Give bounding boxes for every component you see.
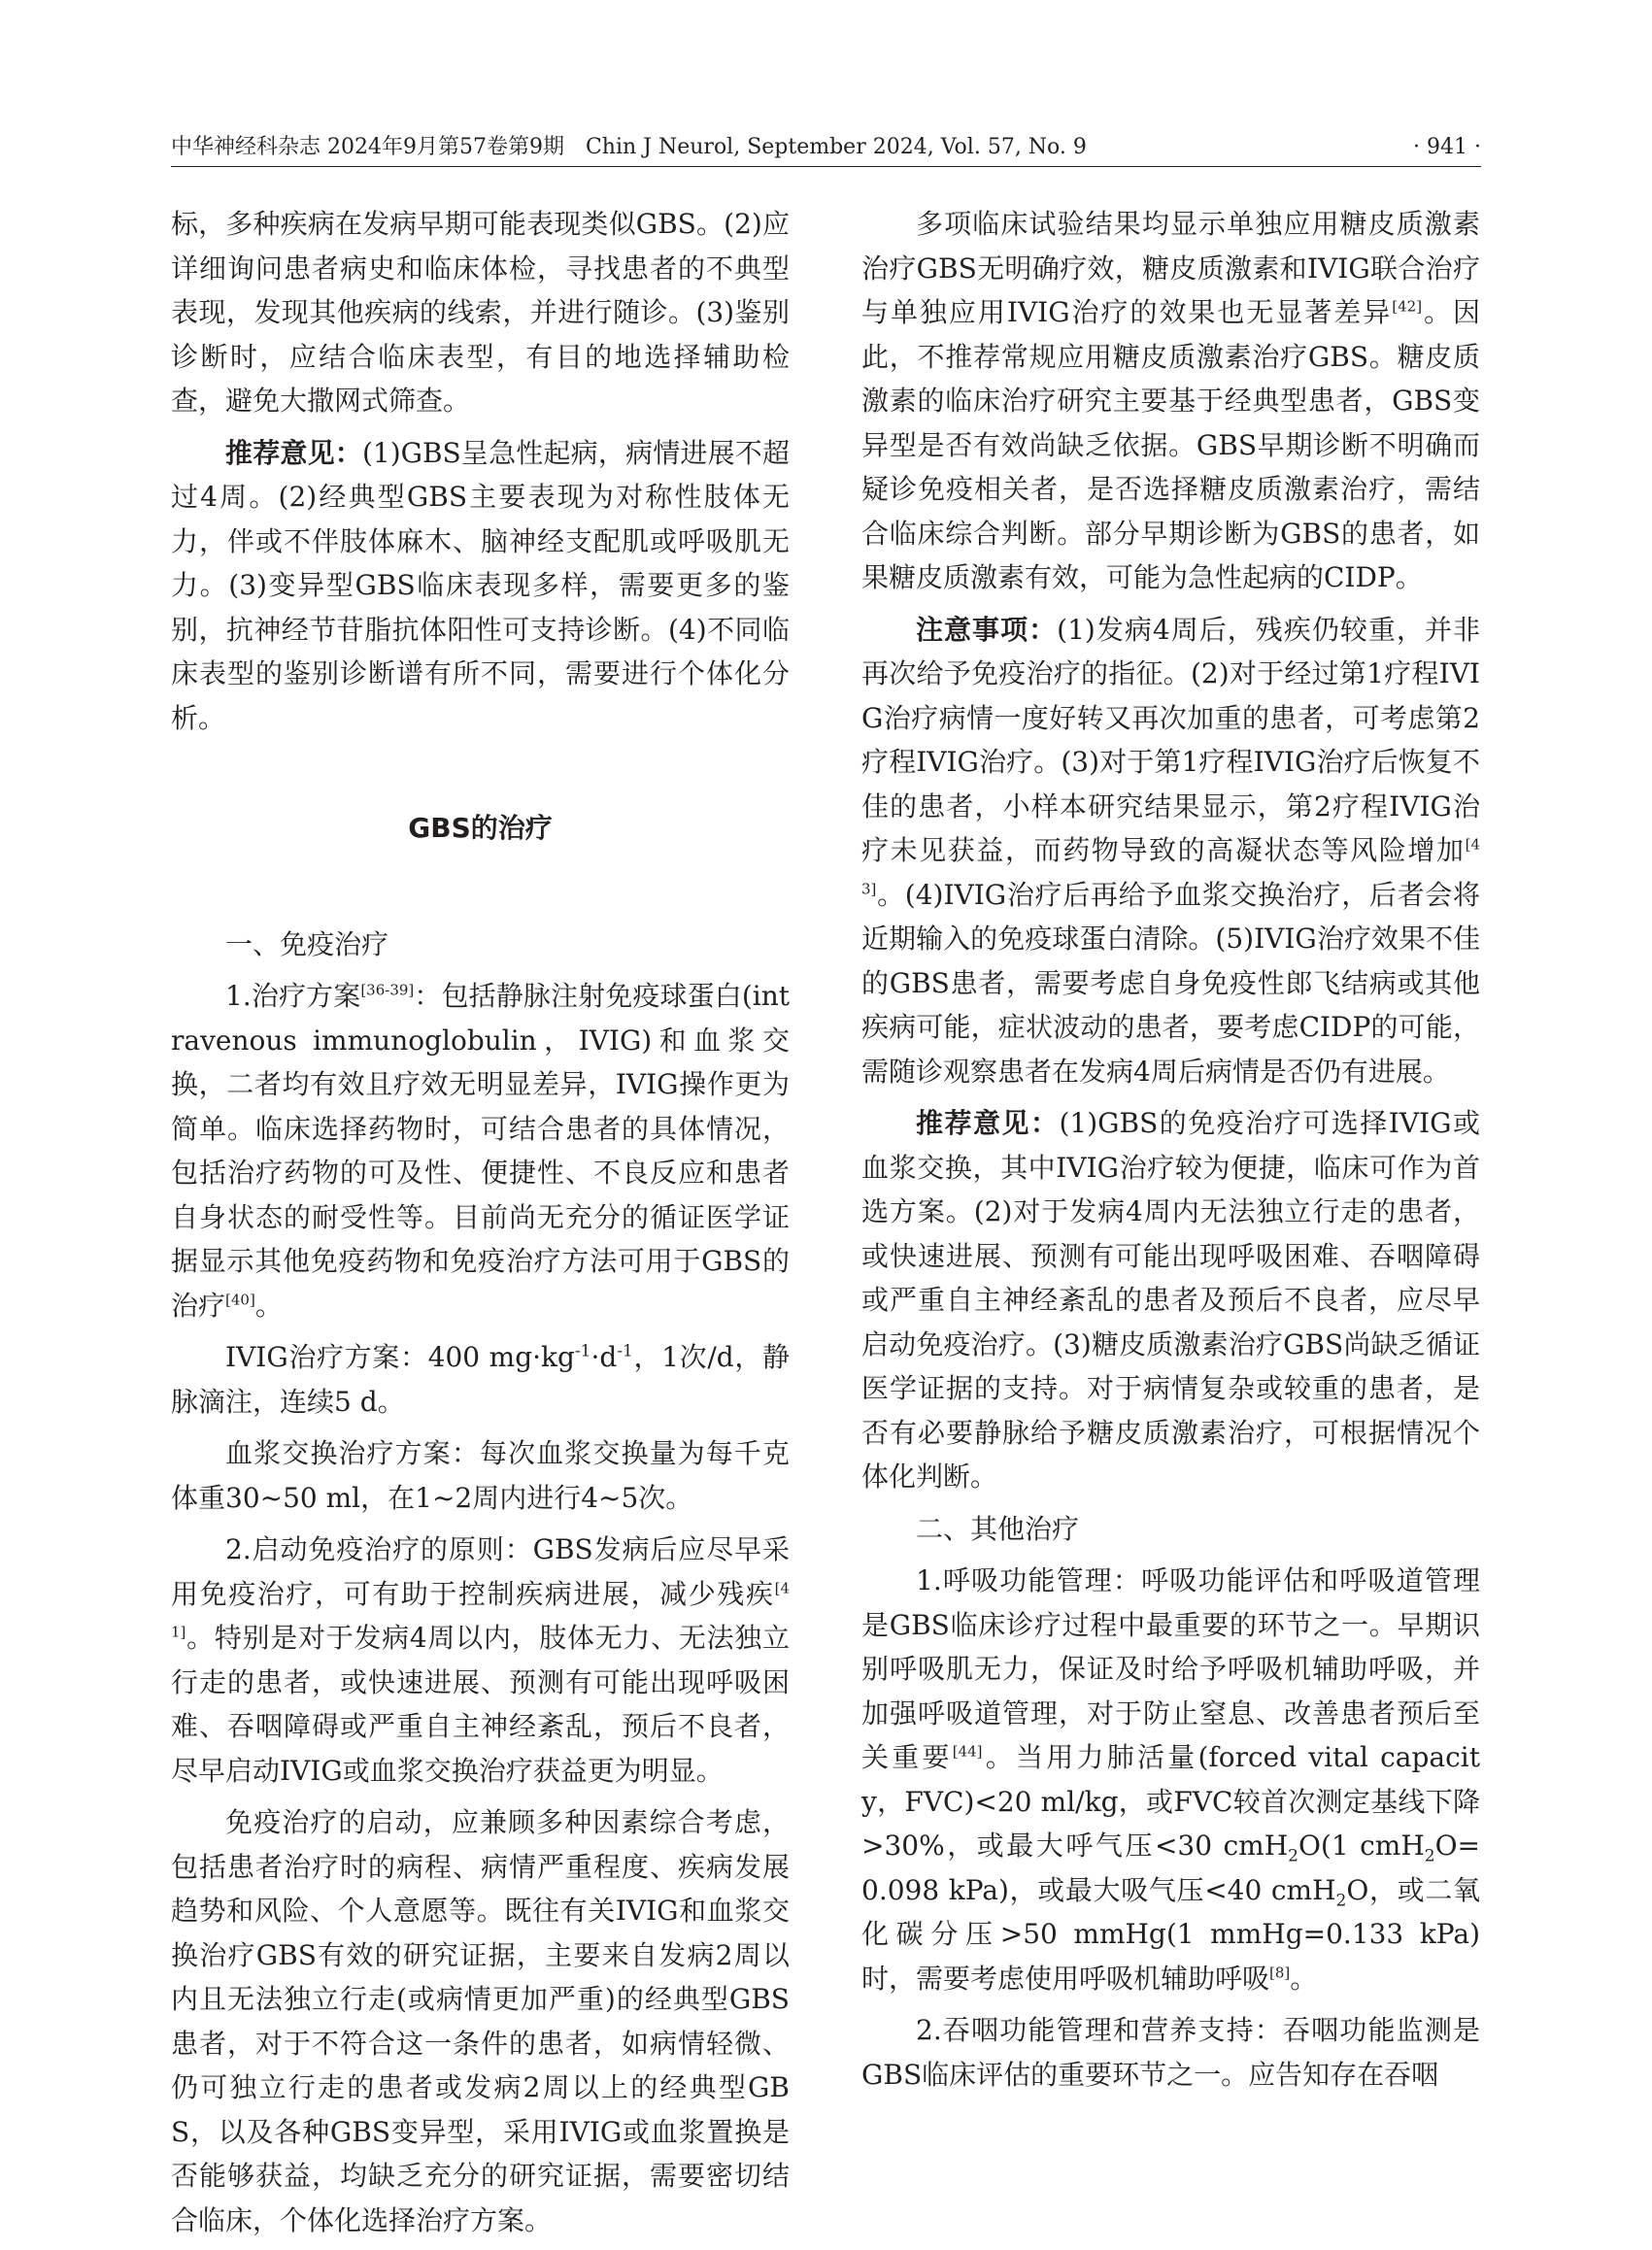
citation-ref[interactable]: [44] <box>952 1742 983 1761</box>
citation-ref[interactable]: [8] <box>1269 1964 1291 1982</box>
citation-ref[interactable]: [41] <box>171 1579 790 1641</box>
paragraph-corticosteroids: 多项临床试验结果均显示单独应用糖皮质激素治疗GBS无明确疗效，糖皮质激素和IVIG联合治疗与单独应用IVIG治疗的效果也无显著差异[42]。因此，不推荐常规应用糖皮质激素治疗GBS。糖皮质激素的临床治疗研究主要基于经典型患者，GBS变异型是否有效尚缺乏依据。GBS早期诊断不明确而疑诊免疫相关者，是否选择糖皮质激素治疗，需结合临床综合判断。部分早期诊断为GBS的患者，如果糖皮质激素有效，可能为急性起病的CIDP。 <box>861 208 1480 593</box>
left-column <box>171 202 790 2250</box>
recommendation-lead: 推荐意见： <box>916 1107 1060 1139</box>
paragraph-respiratory-management: 1.呼吸功能管理：呼吸功能评估和呼吸道管理是GBS临床诊疗过程中最重要的环节之一。早期识别呼吸肌无力，保证及时给予呼吸机辅助呼吸，并加强呼吸道管理，对于防止窒息、改善患者预后至关重要[44]。当用力肺活量(forced vital capacity，FVC)<20 ml/kg，或FVC较首次测定基线下降>30%，或最大呼气压<30 cmH$_2$O(1 cmH$_2$O=0.098 kPa)，或最大吸气压<40 cmH$_2$O，或二氧化碳分压>50 mmHg(1 mmHg=0.133 kPa)时，需要考虑使用呼吸机辅助呼吸[8]。 <box>861 1564 1480 1995</box>
citation-ref[interactable]: [42] <box>1392 297 1423 316</box>
section-heading-treatment: GBS的治疗 <box>408 812 553 844</box>
precautions-lead: 注意事项： <box>916 613 1058 646</box>
paragraph-precautions: 注意事项：(1)发病4周后，残疾仍较重，并非再次给予免疫治疗的指征。(2)对于经过第1疗程IVIG治疗病情一度好转又再次加重的患者，可考虑第2疗程IVIG治疗。(3)对于第1疗程IVIG治疗后恢复不佳的患者，小样本研究结果显示，第2疗程IVIG治疗未见获益，而药物导致的高凝状态等风险增加[43]。(4)IVIG治疗后再给予血浆交换治疗，后者会将近期输入的免疫球蛋白清除。(5)IVIG治疗效果不佳的GBS患者，需要考虑自身免疫性郎飞结病或其他疾病可能，症状波动的患者，要考虑CIDP的可能，需随诊观察患者在发病4周后病情是否仍有进展。 <box>861 613 1480 1088</box>
page-number: · 941 · <box>1413 135 1481 159</box>
right-column <box>861 202 1480 2104</box>
paragraph-differential-continued: 标，多种疾病在发病早期可能表现类似GBS。(2)应详细询问患者病史和临床体检，寻找患者的不典型表现，发现其他疾病的线索，并进行随诊。(3)鉴别诊断时，应结合临床表型，有目的地选择辅助检查，避免大撒网式筛查。 <box>171 208 790 417</box>
journal-citation: 中华神经科杂志 2024年9月第57卷第9期 Chin J Neurol, September 2024, Vol. 57, No. 9 <box>171 135 1087 159</box>
paragraph-treatment-plan: 1.治疗方案[36-39]：包括静脉注射免疫球蛋白(intravenous immunoglobulin，IVIG)和血浆交换，二者均有效且疗效无明显差异，IVIG操作更为简单。临床选择药物时，可结合患者的具体情况，包括治疗药物的可及性、便捷性、不良反应和患者自身状态的耐受性等。目前尚无充分的循证医学证据显示其他免疫药物和免疫治疗方法可用于GBS的治疗[40]。 <box>171 980 791 1322</box>
subheading-other-treatment: 二、其他治疗 <box>916 1512 1080 1545</box>
running-head <box>171 133 1481 167</box>
paragraph-recommendation-diagnosis: 推荐意见：(1)GBS呈急性起病，病情进展不超过4周。(2)经典型GBS主要表现为对称性肢体无力，伴或不伴肢体麻木、脑神经支配肌或呼吸肌无力。(3)变异型GBS临床表现多样，需要更多的鉴别，抗神经节苷脂抗体阳性可支持诊断。(4)不同临床表型的鉴别诊断谱有所不同，需要进行个体化分析。 <box>171 436 790 734</box>
paragraph-treatment-principle: 2.启动免疫治疗的原则：GBS发病后应尽早采用免疫治疗，可有助于控制疾病进展，减少残疾[41]。特别是对于发病4周以内，肢体无力、无法独立行走的患者，或快速进展、预测有可能出现呼吸困难、吞咽障碍或严重自主神经紊乱，预后不良者，尽早启动IVIG或血浆交换治疗获益更为明显。 <box>171 1533 790 1787</box>
paragraph-swallowing-management: 2.吞咽功能管理和营养支持：吞咽功能监测是GBS临床评估的重要环节之一。应告知存在吞咽 <box>861 2014 1480 2091</box>
paragraph-recommendation-treatment: 推荐意见：(1)GBS的免疫治疗可选择IVIG或血浆交换，其中IVIG治疗较为便捷，临床可作为首选方案。(2)对于发病4周内无法独立行走的患者，或快速进展、预测有可能出现呼吸困难、吞咽障碍或严重自主神经紊乱的患者及预后不良者，应尽早启动免疫治疗。(3)糖皮质激素治疗GBS尚缺乏循证医学证据的支持。对于病情复杂或较重的患者，是否有必要静脉给予糖皮质激素治疗，可根据情况个体化判断。 <box>861 1107 1480 1493</box>
paragraph-plasma-exchange-regimen: 血浆交换治疗方案：每次血浆交换量为每千克体重30~50 ml，在1~2周内进行4~5次。 <box>171 1437 790 1514</box>
citation-ref[interactable]: [36-39] <box>360 981 415 999</box>
citation-ref[interactable]: [40] <box>225 1291 255 1309</box>
recommendation-lead: 推荐意见： <box>225 436 362 469</box>
citation-ref[interactable]: [43] <box>861 835 1480 898</box>
paragraph-treatment-initiation: 免疫治疗的启动，应兼顾多种因素综合考虑，包括患者治疗时的病程、病情严重程度、疾病发展趋势和风险、个人意愿等。既往有关IVIG和血浆交换治疗GBS有效的研究证据，主要来自发病2周以内且无法独立行走(或病情更加严重)的经典型GBS患者，对于不符合这一条件的患者，如病情轻微、仍可独立行走的患者或发病2周以上的经典型GBS，以及各种GBS变异型，采用IVIG或血浆置换是否能够获益，均缺乏充分的研究证据，需要密切结合临床，个体化选择治疗方案。 <box>171 1806 790 2236</box>
subheading-immunotherapy: 一、免疫治疗 <box>225 927 389 960</box>
paragraph-ivig-regimen: IVIG治疗方案：400 $mg\cdot kg^{-1}\cdot d^{-1}$，1次/d，静脉滴注，连续5 d。 <box>171 1341 790 1418</box>
